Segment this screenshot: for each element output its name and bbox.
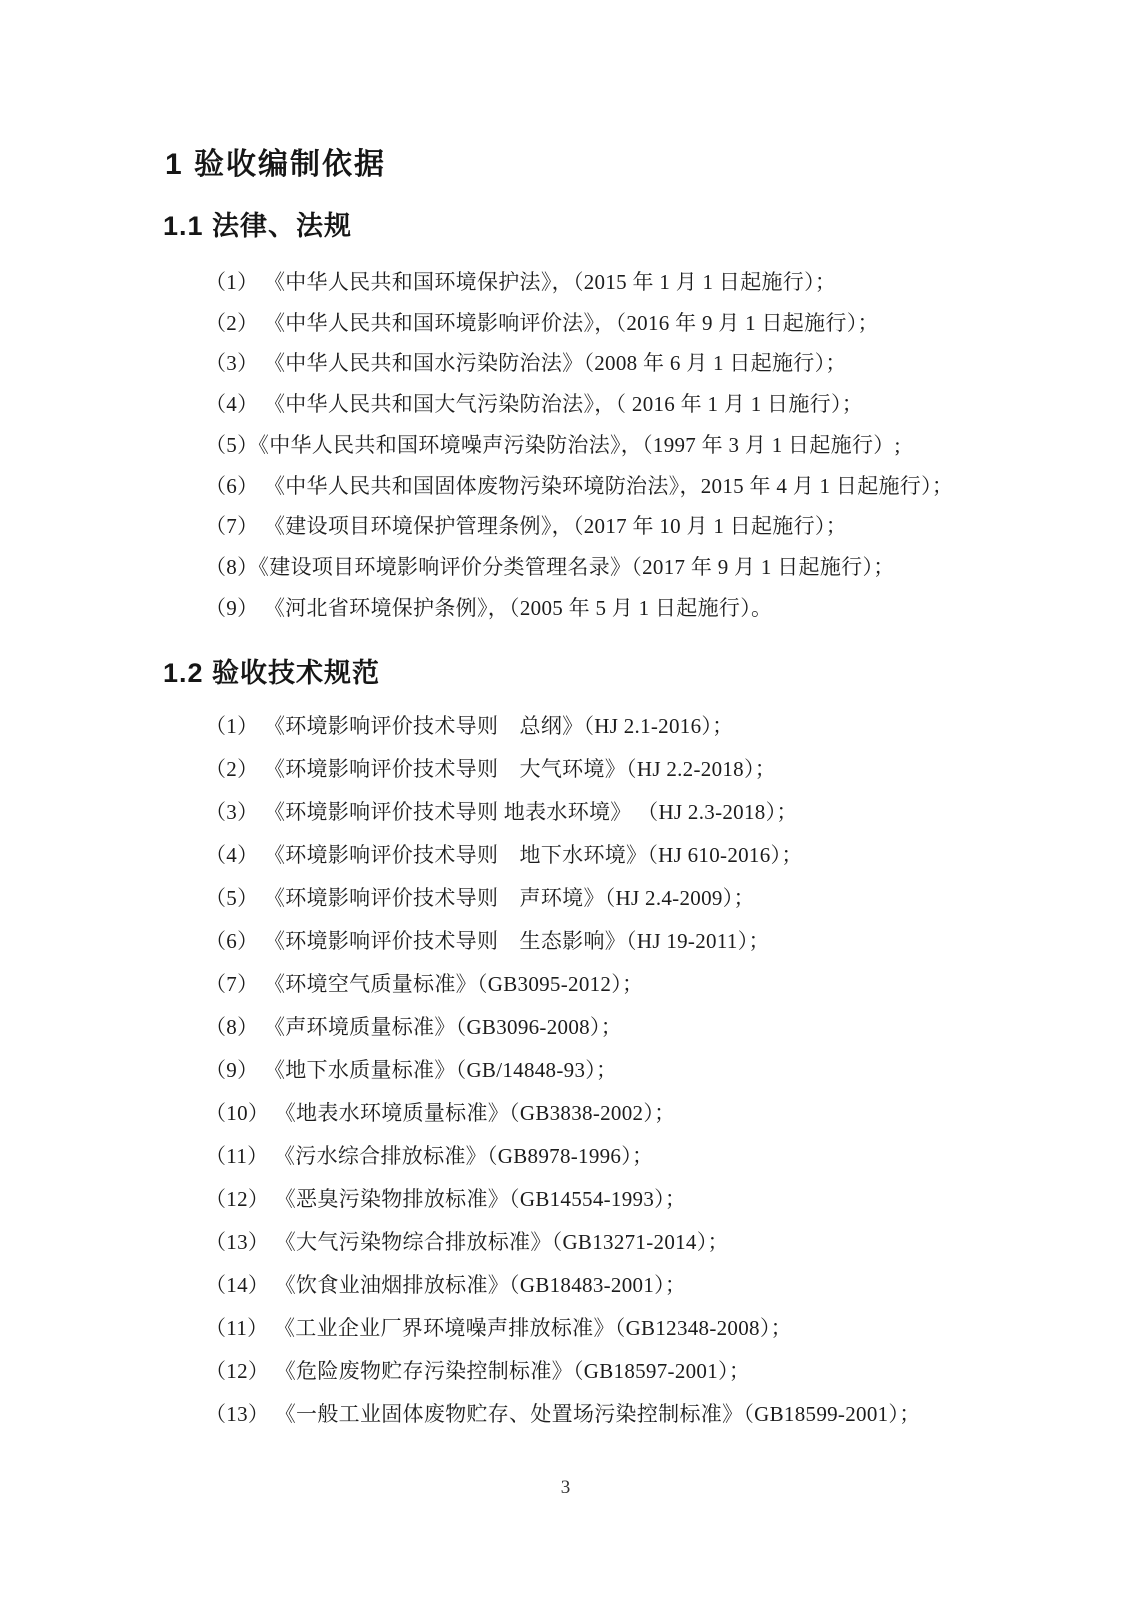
spec-item-10: （10） 《地表水环境质量标准》（GB3838-2002）；: [205, 1101, 676, 1126]
law-item-7: （7） 《建设项目环境保护管理条例》，（2017 年 10 月 1 日起施行）；: [205, 514, 847, 539]
spec-item-6: （6） 《环境影响评价技术导则 生态影响》（HJ 19-2011）；: [205, 929, 770, 954]
chapter-title: 1 验收编制依据: [165, 148, 387, 181]
law-item-9: （9） 《河北省环境保护条例》，（2005 年 5 月 1 日起施行）。: [205, 595, 773, 620]
spec-item-7: （7） 《环境空气质量标准》（GB3095-2012）；: [205, 972, 644, 997]
spec-item-9: （9） 《地下水质量标准》（GB/14848-93）；: [205, 1058, 618, 1083]
specs-list: [161, 705, 973, 1436]
spec-item-1: （1） 《环境影响评价技术导则 总纲》（HJ 2.1-2016）；: [205, 714, 734, 739]
section-title-laws: 1.1 法律、法规: [163, 211, 353, 241]
law-item-6: （6） 《中华人民共和国固体废物污染环境防治法》，2015 年 4 月 1 日起施行）；: [205, 473, 954, 498]
section-title-specs: 1.2 验收技术规范: [163, 658, 381, 689]
spec-item-16: （12） 《危险废物贮存污染控制标准》（GB18597-2001）；: [205, 1359, 751, 1384]
law-item-2: （2） 《中华人民共和国环境影响评价法》，（2016 年 9 月 1 日起施行）；: [205, 310, 879, 335]
law-item-3: （3） 《中华人民共和国水污染防治法》（2008 年 6 月 1 日起施行）；: [205, 351, 847, 376]
spec-item-14: （14） 《饮食业油烟排放标准》（GB18483-2001）；: [205, 1273, 687, 1298]
spec-item-17: （13） 《一般工业固体废物贮存、处置场污染控制标准》（GB18599-2001）；: [205, 1402, 921, 1427]
law-item-8: （8）《建设项目环境影响评价分类管理名录》（2017 年 9 月 1 日起施行）；: [205, 554, 895, 579]
law-item-5: （5）《中华人民共和国环境噪声污染防治法》，（1997 年 3 月 1 日起施行）;: [205, 432, 901, 457]
laws-list: [161, 262, 973, 628]
spec-item-4: （4） 《环境影响评价技术导则 地下水环境》（HJ 610-2016）；: [205, 843, 803, 868]
page-number: 3: [560, 1477, 571, 1498]
spec-item-5: （5） 《环境影响评价技术导则 声环境》（HJ 2.4-2009）；: [205, 886, 755, 911]
law-item-1: （1） 《中华人民共和国环境保护法》，（2015 年 1 月 1 日起施行）；: [205, 270, 837, 294]
spec-item-3: （3） 《环境影响评价技术导则 地表水环境》 （HJ 2.3-2018）；: [205, 800, 798, 825]
spec-item-11: （11） 《污水综合排放标准》（GB8978-1996）；: [205, 1144, 654, 1169]
document-content: [161, 0, 973, 1436]
spec-item-12: （12） 《恶臭污染物排放标准》（GB14554-1993）；: [205, 1187, 687, 1212]
spec-item-8: （8） 《声环境质量标准》（GB3096-2008）；: [205, 1015, 623, 1040]
spec-item-13: （13） 《大气污染物综合排放标准》（GB13271-2014）；: [205, 1230, 729, 1255]
spec-item-15: （11） 《工业企业厂界环境噪声排放标准》（GB12348-2008）；: [205, 1316, 792, 1341]
spec-item-2: （2） 《环境影响评价技术导则 大气环境》（HJ 2.2-2018）；: [205, 757, 777, 782]
law-item-4: （4） 《中华人民共和国大气污染防治法》，（ 2016 年 1 月 1 日施行）；: [205, 392, 864, 417]
